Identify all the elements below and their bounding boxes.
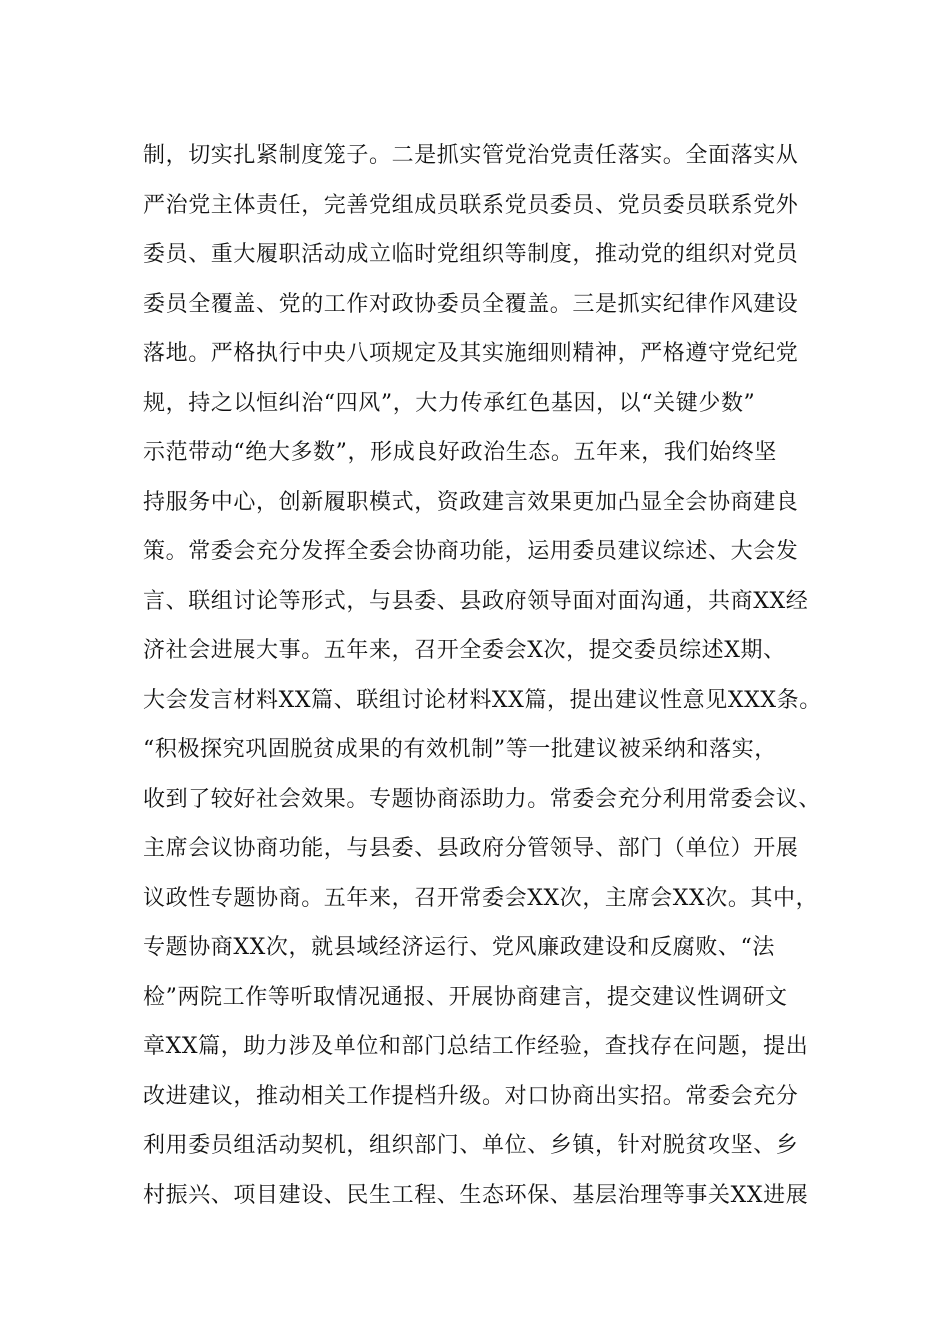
text-line: 委员全覆盖、党的工作对政协委员全覆盖。三是抓实纪律作风建设	[143, 291, 799, 317]
body-text	[143, 131, 833, 1220]
text-line: “积极探究巩固脱贫成果的有效机制”等一批建议被采纳和落实，	[143, 737, 777, 762]
text-line: 村振兴、项目建设、民生工程、生态环保、基层治理等事关XX进展	[143, 1182, 809, 1208]
text-line: 改进建议，推动相关工作提档升级。对口协商出实招。常委会充分	[143, 1083, 799, 1109]
text-line: 委员、重大履职活动成立临时党组织等制度，推动党的组织对党员	[143, 242, 799, 267]
text-line: 专题协商XX次，就县域经济运行、党风廉政建设和反腐败、“法	[143, 935, 775, 960]
text-line: 大会发言材料XX篇、联组讨论材料XX篇，提出建议性意见XXX条。	[143, 687, 822, 713]
text-line: 章XX篇，助力涉及单位和部门总结工作经验，查找存在问题，提出	[143, 1034, 809, 1059]
text-line: 收到了较好社会效果。专题协商添助力。常委会充分利用常委会议、	[143, 786, 822, 812]
text-line: 议政性专题协商。五年来，召开常委会XX次，主席会XX次。其中，	[143, 885, 819, 911]
text-line: 济社会进展大事。五年来，召开全委会X次，提交委员综述X期、	[143, 638, 786, 663]
text-line: 策。常委会充分发挥全委会协商功能，运用委员建议综述、大会发	[143, 539, 799, 564]
text-line: 利用委员组活动契机，组织部门、单位、乡镇，针对脱贫攻坚、乡	[143, 1133, 799, 1158]
text-line: 示范带动“绝大多数”，形成良好政治生态。五年来，我们始终坚	[143, 440, 777, 465]
text-line: 言、联组讨论等形式，与县委、县政府领导面对面沟通，共商XX经	[143, 588, 809, 614]
text-line: 制，切实扎紧制度笼子。二是抓实管党治党责任落实。全面落实从	[143, 143, 799, 168]
text-line: 检”两院工作等听取情况通报、开展协商建言，提交建议性调研文	[143, 984, 788, 1010]
text-line: 持服务中心，创新履职模式，资政建言效果更加凸显全会协商建良	[143, 489, 799, 515]
text-line: 落地。严格执行中央八项规定及其实施细则精神，严格遵守党纪党	[143, 341, 799, 366]
text-line: 规，持之以恒纠治“四风”，大力传承红色基因，以“关键少数”	[143, 390, 756, 416]
text-line: 严治党主体责任，完善党组成员联系党员委员、党员委员联系党外	[143, 192, 799, 218]
text-line: 主席会议协商功能，与县委、县政府分管领导、部门（单位）开展	[143, 836, 799, 861]
